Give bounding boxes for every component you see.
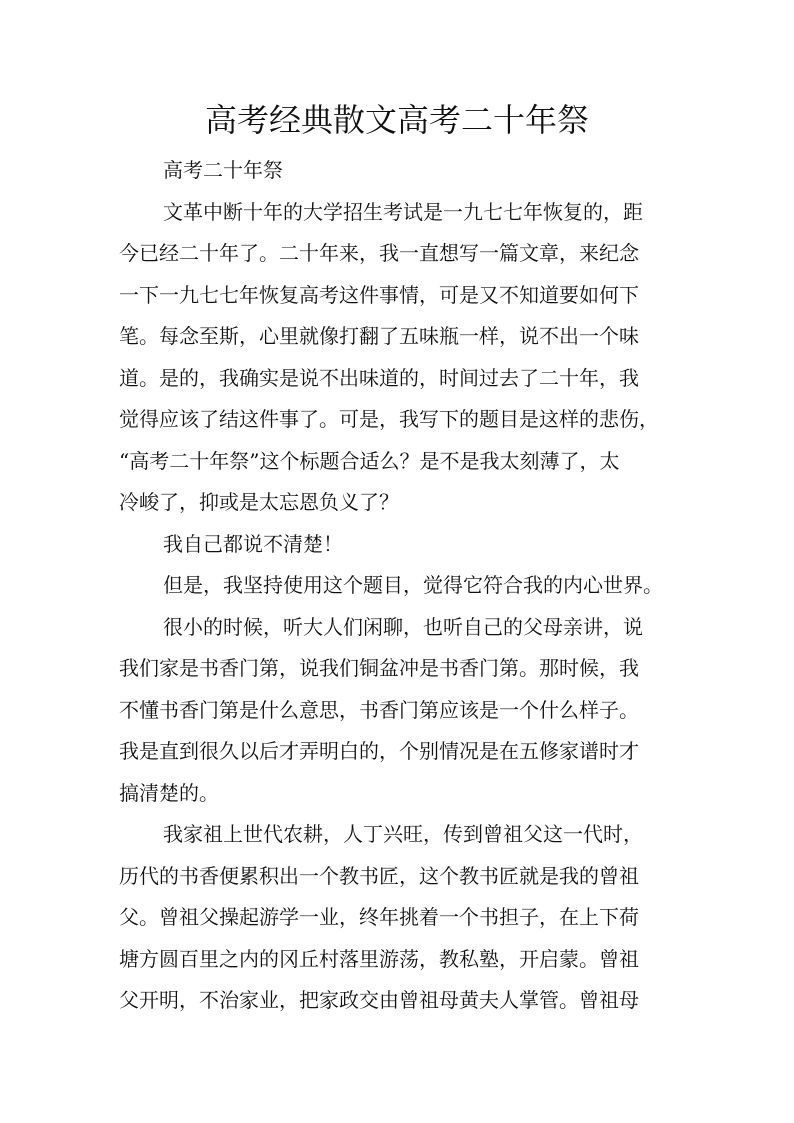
paragraph-line: 一下一九七七年恢复高考这件事情，可是又不知道要如何下 — [119, 282, 639, 307]
paragraph-line: 塘方圆百里之内的冈丘村落里游荡，教私塾，开启蒙。曾祖 — [119, 946, 639, 971]
paragraph-line: 父。曾祖父操起游学一业，终年挑着一个书担子，在上下荷 — [119, 905, 639, 929]
paragraph-line: 历代的书香便累积出一个教书匠，这个教书匠就是我的曾祖 — [119, 863, 639, 888]
paragraph-line: 我家祖上世代农耕，人丁兴旺，传到曾祖父这一代时， — [163, 822, 643, 846]
paragraph-line: “高考二十年祭”这个标题合适么？是不是我太刻薄了，太 — [119, 448, 620, 473]
paragraph-line: 今已经二十年了。二十年来，我一直想写一篇文章，来纪念 — [119, 241, 639, 265]
paragraph-line: 我自己都说不清楚！ — [163, 531, 343, 556]
subtitle-line: 高考二十年祭 — [163, 158, 283, 182]
paragraph-line: 很小的时候，听大人们闲聊，也听自己的父母亲讲，说 — [163, 614, 643, 639]
document-title: 高考经典散文高考二十年祭 — [204, 101, 589, 139]
paragraph-line: 冷峻了，抑或是太忘恩负义了？ — [119, 490, 399, 514]
paragraph-line: 不懂书香门第是什么意思，书香门第应该是一个什么样子。 — [119, 697, 639, 722]
paragraph-line: 我是直到很久以后才弄明白的，个别情况是在五修家谱时才 — [119, 739, 639, 763]
paragraph-line: 父开明，不治家业，把家政交由曾祖母黄夫人掌管。曾祖母 — [119, 988, 639, 1012]
paragraph-line: 但是，我坚持使用这个题目，觉得它符合我的内心世界。 — [163, 573, 663, 597]
document-body — [119, 150, 675, 1022]
paragraph-line: 笔。每念至斯，心里就像打翻了五味瓶一样，说不出一个味 — [119, 324, 639, 348]
paragraph-line: 文革中断十年的大学招生考试是一九七七年恢复的，距 — [163, 199, 643, 224]
paragraph-line: 觉得应该了结这件事了。可是，我写下的题目是这样的悲伤， — [119, 407, 659, 431]
paragraph-line: 搞清楚的。 — [119, 780, 219, 805]
paragraph-line: 道。是的，我确实是说不出味道的，时间过去了二十年，我 — [119, 365, 639, 390]
paragraph-line: 我们家是书香门第，说我们铜盆冲是书香门第。那时候，我 — [119, 656, 639, 680]
